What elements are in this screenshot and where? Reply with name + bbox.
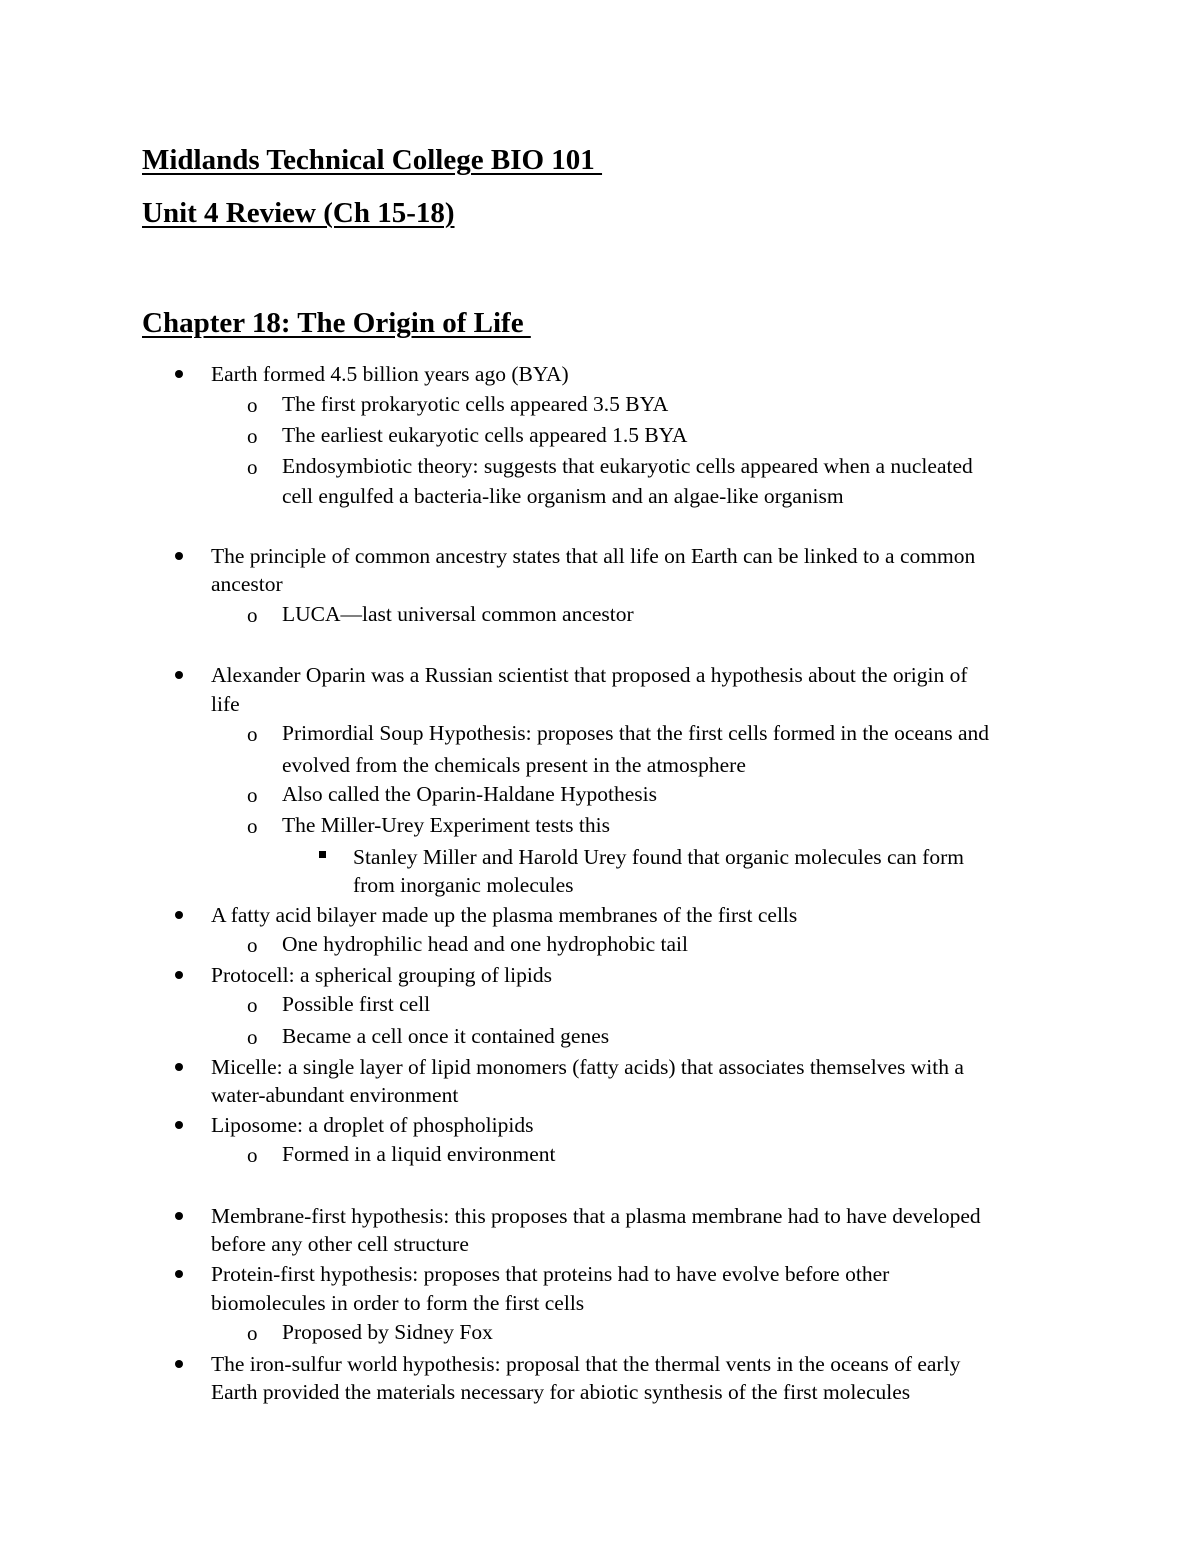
- list-item-continuation: cell engulfed a bacteria-like organism and an algae-like organism: [282, 484, 844, 508]
- list-item: A fatty acid bilayer made up the plasma membranes of the first cells: [211, 903, 798, 927]
- list-item: Also called the Oparin-Haldane Hypothesis: [282, 782, 657, 806]
- list-item: Became a cell once it contained genes: [282, 1024, 610, 1048]
- sub-bullet-marker: o: [247, 1025, 258, 1049]
- sub-bullet-marker: o: [247, 424, 258, 448]
- bullet-marker: [175, 971, 183, 979]
- bullet-marker: [175, 1121, 183, 1129]
- list-item: Proposed by Sidney Fox: [282, 1320, 493, 1344]
- list-item-continuation: Earth provided the materials necessary for abiotic synthesis of the first molecules: [211, 1380, 911, 1404]
- list-item: LUCA—last universal common ancestor: [282, 602, 634, 626]
- unit-title: Unit 4 Review (Ch 15-18): [142, 197, 455, 229]
- list-item: Alexander Oparin was a Russian scientist that proposed a hypothesis about the origin of: [211, 663, 968, 687]
- sub-bullet-marker: o: [247, 1143, 258, 1167]
- list-item: The Miller-Urey Experiment tests this: [282, 813, 610, 837]
- list-item-continuation: before any other cell structure: [211, 1232, 469, 1256]
- sub-bullet-marker: o: [247, 603, 258, 627]
- bullet-marker: [175, 1360, 183, 1368]
- list-item: One hydrophilic head and one hydrophobic tail: [282, 932, 689, 956]
- list-item: Earth formed 4.5 billion years ago (BYA): [211, 362, 569, 386]
- sub-sub-bullet-marker: [319, 851, 326, 858]
- list-item: The earliest eukaryotic cells appeared 1.5 BYA: [282, 423, 688, 447]
- list-item-continuation: ancestor: [211, 572, 283, 596]
- bullet-marker: [175, 370, 183, 378]
- bullet-marker: [175, 552, 183, 560]
- list-item-continuation: biomolecules in order to form the first cells: [211, 1291, 585, 1315]
- bullet-marker: [175, 1063, 183, 1071]
- list-item: Liposome: a droplet of phospholipids: [211, 1113, 534, 1137]
- list-item: Stanley Miller and Harold Urey found that organic molecules can form: [353, 845, 964, 869]
- list-item: Membrane-first hypothesis: this proposes that a plasma membrane had to have developed: [211, 1204, 981, 1228]
- list-item: Formed in a liquid environment: [282, 1142, 556, 1166]
- sub-bullet-marker: o: [247, 393, 258, 417]
- list-item: The iron-sulfur world hypothesis: proposal that the thermal vents in the oceans of early: [211, 1352, 961, 1376]
- list-item: Protein-first hypothesis: proposes that proteins had to have evolve before other: [211, 1262, 890, 1286]
- list-item-continuation: evolved from the chemicals present in the atmosphere: [282, 753, 746, 777]
- list-item-continuation: from inorganic molecules: [353, 873, 574, 897]
- sub-bullet-marker: o: [247, 933, 258, 957]
- list-item: Micelle: a single layer of lipid monomers (fatty acids) that associates themselves with a: [211, 1055, 964, 1079]
- list-item: Endosymbiotic theory: suggests that eukaryotic cells appeared when a nucleated: [282, 454, 973, 478]
- sub-bullet-marker: o: [247, 722, 258, 746]
- list-item: Primordial Soup Hypothesis: proposes that the first cells formed in the oceans and: [282, 721, 989, 745]
- bullet-marker: [175, 1270, 183, 1278]
- bullet-marker: [175, 671, 183, 679]
- sub-bullet-marker: o: [247, 783, 258, 807]
- list-item: Protocell: a spherical grouping of lipids: [211, 963, 552, 987]
- chapter-heading: Chapter 18: The Origin of Life: [142, 307, 531, 339]
- sub-bullet-marker: o: [247, 814, 258, 838]
- list-item: Possible first cell: [282, 992, 431, 1016]
- list-item-continuation: life: [211, 692, 240, 716]
- sub-bullet-marker: o: [247, 993, 258, 1017]
- course-title: Midlands Technical College BIO 101: [142, 144, 603, 176]
- list-item: The principle of common ancestry states that all life on Earth can be linked to a common: [211, 544, 976, 568]
- bullet-marker: [175, 911, 183, 919]
- list-item-continuation: water-abundant environment: [211, 1083, 459, 1107]
- sub-bullet-marker: o: [247, 1321, 258, 1345]
- list-item: The first prokaryotic cells appeared 3.5 BYA: [282, 392, 669, 416]
- sub-bullet-marker: o: [247, 455, 258, 479]
- bullet-marker: [175, 1212, 183, 1220]
